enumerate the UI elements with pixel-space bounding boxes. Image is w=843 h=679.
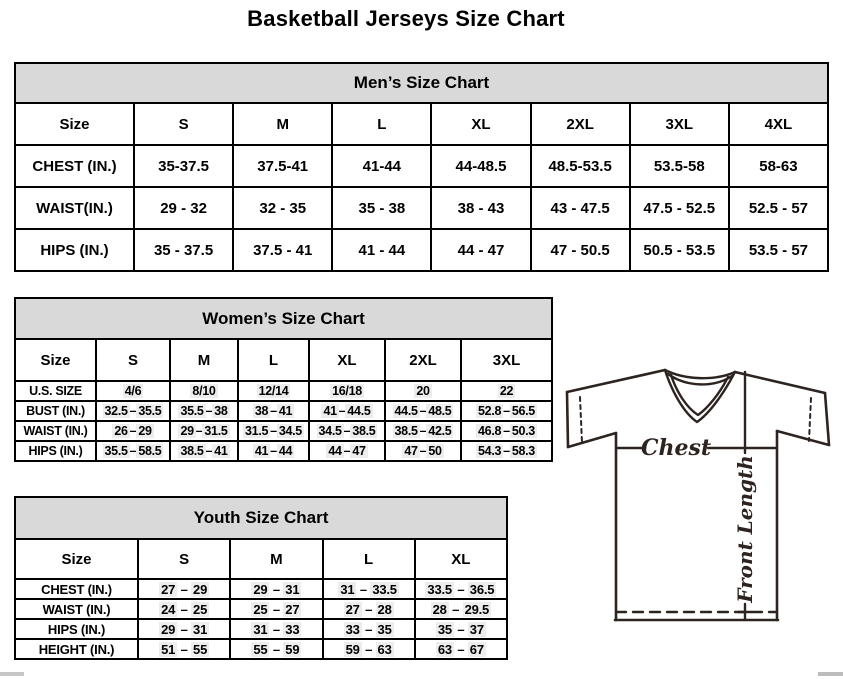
size-cell: 44.5 – 48.5 bbox=[385, 401, 461, 421]
table-row bbox=[15, 381, 552, 401]
size-cell: 22 bbox=[461, 381, 552, 401]
header-row bbox=[15, 539, 507, 579]
size-cell: 34.5 – 38.5 bbox=[309, 421, 385, 441]
size-cell: 48.5-53.5 bbox=[531, 145, 630, 187]
horizontal-scrollbar-fragment-right[interactable] bbox=[818, 672, 843, 676]
column-header: M bbox=[230, 539, 322, 579]
column-header: XL bbox=[415, 539, 507, 579]
row-label: WAIST(IN.) bbox=[15, 187, 134, 229]
size-cell: 35.5 – 58.5 bbox=[96, 441, 170, 461]
youth-size-table bbox=[14, 538, 508, 660]
cuff-stitch-right-icon bbox=[809, 398, 811, 441]
size-cell: 44-48.5 bbox=[431, 145, 530, 187]
womens-size-chart bbox=[14, 297, 553, 462]
size-cell: 38 – 41 bbox=[238, 401, 309, 421]
size-cell: 16/18 bbox=[309, 381, 385, 401]
row-label: HIPS (IN.) bbox=[15, 229, 134, 271]
size-cell: 4/6 bbox=[96, 381, 170, 401]
size-cell: 24 – 25 bbox=[138, 599, 230, 619]
size-cell: 25 – 27 bbox=[230, 599, 322, 619]
size-cell: 29 – 31 bbox=[138, 619, 230, 639]
row-label: WAIST (IN.) bbox=[15, 599, 138, 619]
size-cell: 20 bbox=[385, 381, 461, 401]
header-row bbox=[15, 339, 552, 381]
table-row bbox=[15, 579, 507, 599]
column-header: 4XL bbox=[729, 103, 828, 145]
size-cell: 54.3 – 58.3 bbox=[461, 441, 552, 461]
size-cell: 33.5 – 36.5 bbox=[415, 579, 507, 599]
column-header: 2XL bbox=[531, 103, 630, 145]
size-cell: 31.5 – 34.5 bbox=[238, 421, 309, 441]
size-cell: 50.5 - 53.5 bbox=[630, 229, 729, 271]
size-cell: 47 - 50.5 bbox=[531, 229, 630, 271]
column-header: 3XL bbox=[461, 339, 552, 381]
jersey-diagram bbox=[557, 361, 841, 625]
row-label: HEIGHT (IN.) bbox=[15, 639, 138, 659]
table-row bbox=[15, 145, 828, 187]
size-cell: 37.5-41 bbox=[233, 145, 332, 187]
size-cell: 41 - 44 bbox=[332, 229, 431, 271]
column-header: Size bbox=[15, 539, 138, 579]
table-row bbox=[15, 619, 507, 639]
size-cell: 55 – 59 bbox=[230, 639, 322, 659]
mens-size-chart bbox=[14, 62, 829, 272]
size-cell: 44 - 47 bbox=[431, 229, 530, 271]
column-header: 3XL bbox=[630, 103, 729, 145]
column-header: M bbox=[170, 339, 238, 381]
table-row bbox=[15, 401, 552, 421]
size-cell: 43 - 47.5 bbox=[531, 187, 630, 229]
column-header: M bbox=[233, 103, 332, 145]
size-cell: 35 – 37 bbox=[415, 619, 507, 639]
row-label: U.S. SIZE bbox=[15, 381, 96, 401]
size-cell: 33 – 35 bbox=[323, 619, 415, 639]
size-cell: 27 – 29 bbox=[138, 579, 230, 599]
front-length-label: Front Length bbox=[733, 455, 757, 603]
table-row bbox=[15, 187, 828, 229]
womens-size-chart-title: Women’s Size Chart bbox=[14, 297, 553, 338]
row-label: HIPS (IN.) bbox=[15, 441, 96, 461]
size-cell: 35-37.5 bbox=[134, 145, 233, 187]
table-row bbox=[15, 441, 552, 461]
size-cell: 38.5 – 42.5 bbox=[385, 421, 461, 441]
row-label: BUST (IN.) bbox=[15, 401, 96, 421]
column-header: S bbox=[134, 103, 233, 145]
table-row bbox=[15, 599, 507, 619]
row-label: WAIST (IN.) bbox=[15, 421, 96, 441]
size-cell: 8/10 bbox=[170, 381, 238, 401]
jersey-outline bbox=[567, 370, 829, 620]
column-header: Size bbox=[15, 339, 96, 381]
size-cell: 29 - 32 bbox=[134, 187, 233, 229]
size-cell: 35 - 38 bbox=[332, 187, 431, 229]
cuff-stitch-left-icon bbox=[580, 397, 582, 443]
size-cell: 41 – 44 bbox=[238, 441, 309, 461]
size-cell: 29 – 31 bbox=[230, 579, 322, 599]
size-cell: 46.8 – 50.3 bbox=[461, 421, 552, 441]
size-cell: 32 - 35 bbox=[233, 187, 332, 229]
table-row bbox=[15, 229, 828, 271]
column-header: L bbox=[332, 103, 431, 145]
horizontal-scrollbar-fragment-left[interactable] bbox=[0, 672, 24, 676]
size-cell: 37.5 - 41 bbox=[233, 229, 332, 271]
mens-size-chart-title: Men’s Size Chart bbox=[14, 62, 829, 102]
size-cell: 63 – 67 bbox=[415, 639, 507, 659]
column-header: Size bbox=[15, 103, 134, 145]
size-cell: 26 – 29 bbox=[96, 421, 170, 441]
size-cell: 53.5 - 57 bbox=[729, 229, 828, 271]
table-row bbox=[15, 639, 507, 659]
column-header: 2XL bbox=[385, 339, 461, 381]
chest-label: Chest bbox=[640, 435, 712, 461]
size-cell: 35 - 37.5 bbox=[134, 229, 233, 271]
size-cell: 28 – 29.5 bbox=[415, 599, 507, 619]
column-header: XL bbox=[309, 339, 385, 381]
size-cell: 38 - 43 bbox=[431, 187, 530, 229]
row-label: HIPS (IN.) bbox=[15, 619, 138, 639]
table-row bbox=[15, 421, 552, 441]
size-cell: 47 – 50 bbox=[385, 441, 461, 461]
size-cell: 41 – 44.5 bbox=[309, 401, 385, 421]
size-cell: 32.5 – 35.5 bbox=[96, 401, 170, 421]
size-cell: 58-63 bbox=[729, 145, 828, 187]
size-cell: 38.5 – 41 bbox=[170, 441, 238, 461]
column-header: L bbox=[323, 539, 415, 579]
size-cell: 31 – 33.5 bbox=[323, 579, 415, 599]
size-cell: 27 – 28 bbox=[323, 599, 415, 619]
womens-size-table bbox=[14, 338, 553, 462]
row-label: CHEST (IN.) bbox=[15, 145, 134, 187]
size-cell: 41-44 bbox=[332, 145, 431, 187]
jersey-collar bbox=[665, 370, 735, 422]
size-cell: 52.8 – 56.5 bbox=[461, 401, 552, 421]
size-cell: 52.5 - 57 bbox=[729, 187, 828, 229]
size-cell: 51 – 55 bbox=[138, 639, 230, 659]
size-cell: 31 – 33 bbox=[230, 619, 322, 639]
youth-size-chart bbox=[14, 496, 508, 660]
column-header: XL bbox=[431, 103, 530, 145]
mens-size-table bbox=[14, 102, 829, 272]
page-title: Basketball Jerseys Size Chart bbox=[247, 6, 565, 31]
size-cell: 47.5 - 52.5 bbox=[630, 187, 729, 229]
row-label: CHEST (IN.) bbox=[15, 579, 138, 599]
size-cell: 44 – 47 bbox=[309, 441, 385, 461]
size-cell: 35.5 – 38 bbox=[170, 401, 238, 421]
size-cell: 12/14 bbox=[238, 381, 309, 401]
column-header: S bbox=[138, 539, 230, 579]
column-header: S bbox=[96, 339, 170, 381]
header-row bbox=[15, 103, 828, 145]
size-cell: 59 – 63 bbox=[323, 639, 415, 659]
youth-size-chart-title: Youth Size Chart bbox=[14, 496, 508, 538]
size-cell: 29 – 31.5 bbox=[170, 421, 238, 441]
size-cell: 53.5-58 bbox=[630, 145, 729, 187]
column-header: L bbox=[238, 339, 309, 381]
